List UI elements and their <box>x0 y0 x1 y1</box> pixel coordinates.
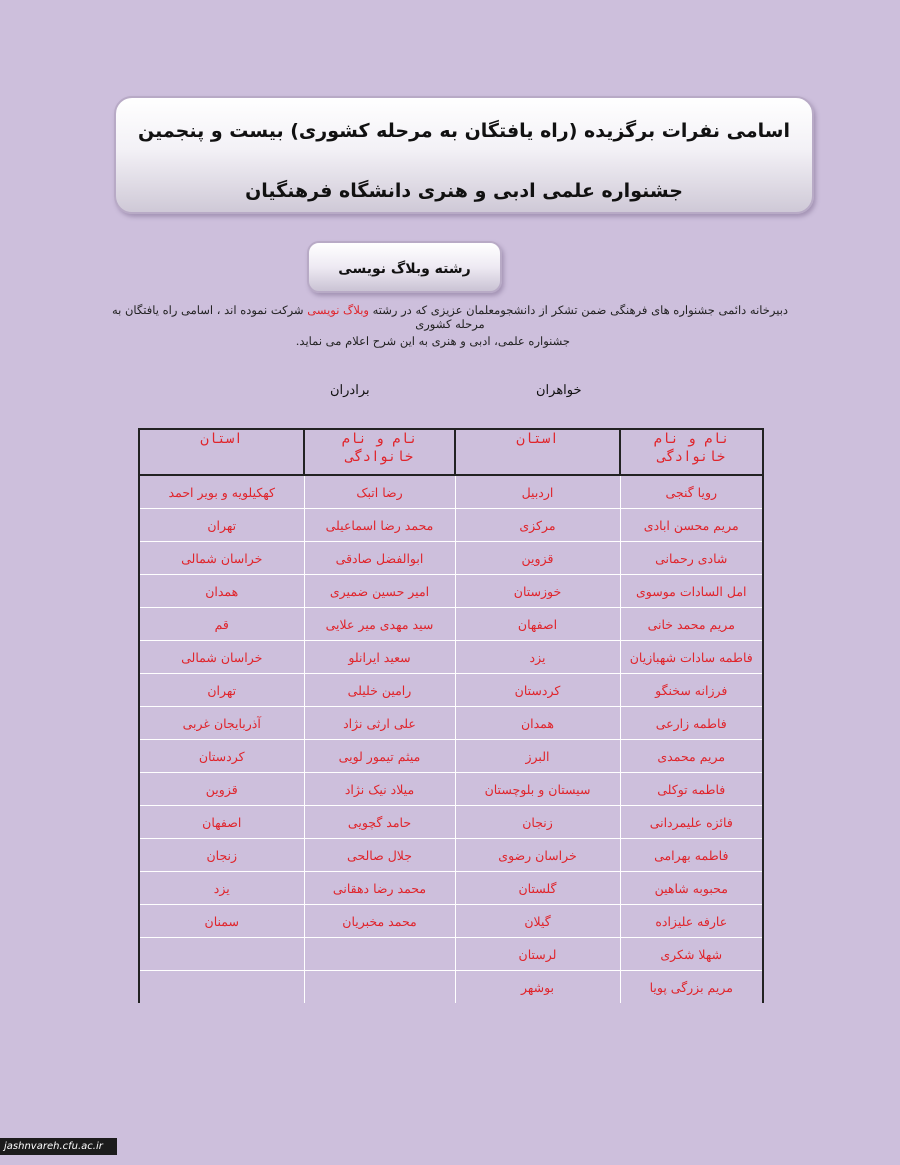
brother-name-cell: سید مهدی میر علایی <box>304 608 455 641</box>
sister-province-cell: سیستان و بلوچستان <box>455 773 620 806</box>
title-box <box>114 96 814 214</box>
sister-name-cell: مریم محمدی <box>620 740 763 773</box>
sister-province-cell: زنجان <box>455 806 620 839</box>
intro-highlight: وبلاگ نویسی <box>307 303 369 317</box>
sister-province-cell: البرز <box>455 740 620 773</box>
brother-name-cell: ابوالفضل صادقی <box>304 542 455 575</box>
sister-name-cell: محبوبه شاهین <box>620 872 763 905</box>
brother-province-cell: زنجان <box>139 839 304 872</box>
brother-province-cell: اصفهان <box>139 806 304 839</box>
page-title-line-2: جشنواره علمی ادبی و هنری دانشگاه فرهنگیان <box>245 180 683 202</box>
brother-name-cell: جلال صالحی <box>304 839 455 872</box>
sister-name-cell: فاطمه سادات شهبازیان <box>620 641 763 674</box>
table-row <box>139 674 763 707</box>
header-brothers-province: استان <box>139 429 304 475</box>
brother-name-cell: میلاد نیک نژاد <box>304 773 455 806</box>
brother-name-cell: میثم تیمور لویی <box>304 740 455 773</box>
sister-name-cell: شهلا شکری <box>620 938 763 971</box>
intro-line-1 <box>100 303 800 331</box>
winners-table <box>138 428 764 1003</box>
brother-name-cell: سعید ایرانلو <box>304 641 455 674</box>
sister-province-cell: گلستان <box>455 872 620 905</box>
sister-name-cell: فاطمه توکلی <box>620 773 763 806</box>
brother-province-cell: تهران <box>139 674 304 707</box>
brother-province-cell: خراسان شمالی <box>139 641 304 674</box>
table-row <box>139 707 763 740</box>
table-row <box>139 773 763 806</box>
brother-province-cell: خراسان شمالی <box>139 542 304 575</box>
table-row <box>139 839 763 872</box>
intro-text-start: دبیرخانه دائمی جشنواره های فرهنگی ضمن تشکر از دانشجومعلمان عزیزی که در رشته <box>368 303 789 317</box>
sister-name-cell: فاطمه زارعی <box>620 707 763 740</box>
intro-line-2: جشنواره علمی، ادبی و هنری به این شرح اعلام می نماید. <box>295 334 570 348</box>
sister-name-cell: مریم محمد خانی <box>620 608 763 641</box>
intro-text-end: شرکت نموده اند ، اسامی راه یافتگان به مرحله کشوری <box>111 303 485 331</box>
brother-province-cell <box>139 938 304 971</box>
header-sisters-name: نام و نام خانوادگی <box>620 429 763 475</box>
group-label-brothers: برادران <box>330 383 370 398</box>
sister-name-cell: مریم بزرگی پویا <box>620 971 763 1004</box>
header-brothers-name: نام و نام خانوادگی <box>304 429 455 475</box>
sister-province-cell: بوشهر <box>455 971 620 1004</box>
table-row <box>139 542 763 575</box>
brother-name-cell: حامد گچویی <box>304 806 455 839</box>
brother-name-cell: محمد رضا اسماعیلی <box>304 509 455 542</box>
table-row <box>139 641 763 674</box>
sister-province-cell: خراسان رضوی <box>455 839 620 872</box>
brother-province-cell: یزد <box>139 872 304 905</box>
sister-province-cell: همدان <box>455 707 620 740</box>
sister-name-cell: فاطمه بهرامی <box>620 839 763 872</box>
brother-name-cell: علی ارثی نژاد <box>304 707 455 740</box>
sister-name-cell: فرزانه سخنگو <box>620 674 763 707</box>
sister-name-cell: مریم محسن ابادی <box>620 509 763 542</box>
table-row <box>139 475 763 509</box>
brother-name-cell: امیر حسین ضمیری <box>304 575 455 608</box>
sister-name-cell: فائزه علیمردانی <box>620 806 763 839</box>
sister-province-cell: کردستان <box>455 674 620 707</box>
brother-province-cell <box>139 971 304 1004</box>
brother-province-cell: کهکیلویه و بویر احمد <box>139 475 304 509</box>
brother-province-cell: تهران <box>139 509 304 542</box>
table-row <box>139 575 763 608</box>
brother-province-cell: کردستان <box>139 740 304 773</box>
sister-province-cell: اردبیل <box>455 475 620 509</box>
brother-name-cell: محمد رضا دهقانی <box>304 872 455 905</box>
table-row <box>139 971 763 1004</box>
sister-province-cell: مرکزی <box>455 509 620 542</box>
sister-province-cell: خوزستان <box>455 575 620 608</box>
brother-province-cell: قم <box>139 608 304 641</box>
sister-name-cell: امل السادات موسوی <box>620 575 763 608</box>
footer-site: jashnvareh.cfu.ac.ir <box>0 1138 117 1155</box>
sister-name-cell: رویا گنجی <box>620 475 763 509</box>
table-row <box>139 740 763 773</box>
page-title-line-1: اسامی نفرات برگزیده (راه یافتگان به مرحله کشوری) بیست و پنجمین <box>138 120 790 142</box>
sister-province-cell: اصفهان <box>455 608 620 641</box>
sister-province-cell: گیلان <box>455 905 620 938</box>
table-row <box>139 509 763 542</box>
table-row <box>139 806 763 839</box>
brother-name-cell <box>304 938 455 971</box>
table-row <box>139 608 763 641</box>
table-row <box>139 938 763 971</box>
sister-name-cell: عارفه علیزاده <box>620 905 763 938</box>
header-sisters-province: استان <box>455 429 620 475</box>
table-row <box>139 872 763 905</box>
sister-province-cell: لرستان <box>455 938 620 971</box>
sister-province-cell: قزوین <box>455 542 620 575</box>
brother-province-cell: آذربایجان غربی <box>139 707 304 740</box>
brother-province-cell: قزوین <box>139 773 304 806</box>
brother-name-cell: رضا اتبک <box>304 475 455 509</box>
sister-province-cell: یزد <box>455 641 620 674</box>
brother-province-cell: سمنان <box>139 905 304 938</box>
field-title: رشته وبلاگ نویسی <box>307 241 502 293</box>
brother-name-cell: رامین خلیلی <box>304 674 455 707</box>
brother-name-cell: محمد مخبریان <box>304 905 455 938</box>
table-header-row <box>139 429 763 475</box>
table-body <box>139 475 763 1003</box>
brother-name-cell <box>304 971 455 1004</box>
sister-name-cell: شادی رحمانی <box>620 542 763 575</box>
table-row <box>139 905 763 938</box>
group-label-sisters: خواهران <box>536 383 582 398</box>
brother-province-cell: همدان <box>139 575 304 608</box>
